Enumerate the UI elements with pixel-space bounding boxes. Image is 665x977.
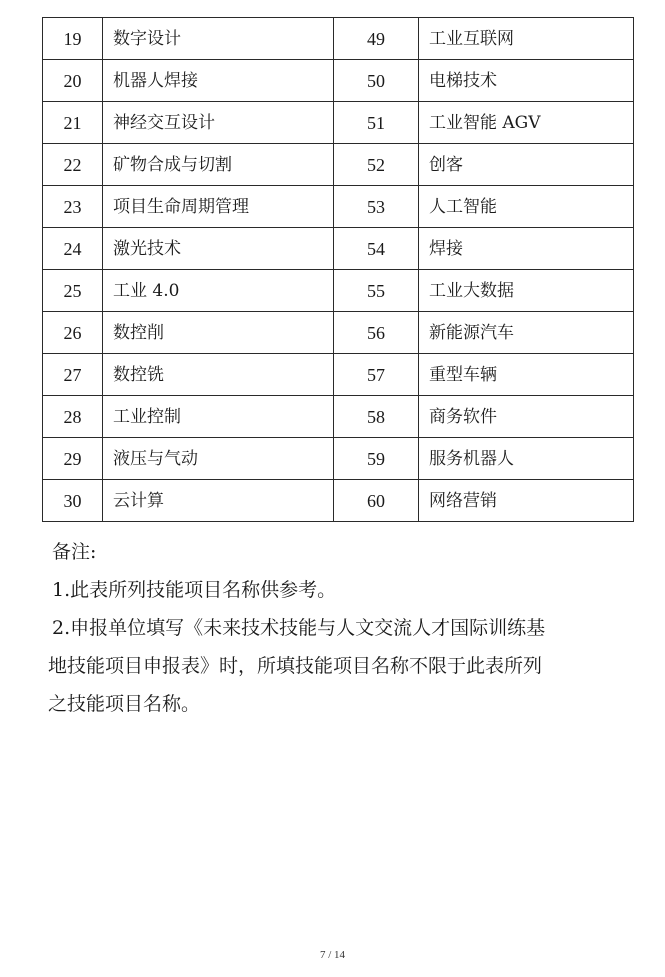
table-row [43,312,634,354]
table-row [43,18,634,60]
item-name: 创客 [419,144,634,186]
item-name: 电梯技术 [419,60,634,102]
table-row [43,186,634,228]
item-name: 服务机器人 [419,438,634,480]
item-number: 19 [43,18,103,60]
item-number: 55 [334,270,419,312]
item-name: 人工智能 [419,186,634,228]
item-name: 云计算 [103,480,334,522]
item-name: 工业互联网 [419,18,634,60]
table-row [43,354,634,396]
skill-items-table-body [43,18,634,522]
item-number: 54 [334,228,419,270]
note-2-line-1: 2.申报单位填写《未来技术技能与人文交流人才国际训练基 [52,617,546,639]
table-row [43,438,634,480]
item-number: 30 [43,480,103,522]
item-name: 数字设计 [103,18,334,60]
notes-heading: 备注: [52,541,97,563]
item-number: 26 [43,312,103,354]
item-name: 数控削 [103,312,334,354]
item-number: 53 [334,186,419,228]
item-name: 工业智能 AGV [419,102,634,144]
item-number: 24 [43,228,103,270]
item-number: 20 [43,60,103,102]
item-number: 21 [43,102,103,144]
table-row [43,102,634,144]
item-name: 液压与气动 [103,438,334,480]
item-number: 49 [334,18,419,60]
item-name: 机器人焊接 [103,60,334,102]
table-row [43,270,634,312]
item-name: 焊接 [419,228,634,270]
item-number: 59 [334,438,419,480]
item-name: 激光技术 [103,228,334,270]
note-2-line-3: 之技能项目名称。 [48,693,201,715]
table-row [43,144,634,186]
item-name: 工业大数据 [419,270,634,312]
page-number: 7 / 14 [319,949,346,961]
item-name: 矿物合成与切割 [103,144,334,186]
item-name: 神经交互设计 [103,102,334,144]
item-name: 工业控制 [103,396,334,438]
item-number: 50 [334,60,419,102]
item-name: 商务软件 [419,396,634,438]
item-number: 27 [43,354,103,396]
table-row [43,480,634,522]
item-name: 工业 4.0 [103,270,334,312]
item-number: 56 [334,312,419,354]
item-number: 60 [334,480,419,522]
table-row [43,396,634,438]
item-number: 29 [43,438,103,480]
item-number: 51 [334,102,419,144]
note-2-line-2: 地技能项目申报表》时，所填技能项目名称不限于此表所列 [48,655,543,677]
item-number: 57 [334,354,419,396]
item-number: 28 [43,396,103,438]
item-number: 22 [43,144,103,186]
item-name: 数控铣 [103,354,334,396]
item-name: 重型车辆 [419,354,634,396]
note-1: 1.此表所列技能项目名称供参考。 [52,579,337,601]
item-number: 25 [43,270,103,312]
item-name: 新能源汽车 [419,312,634,354]
table-row [43,228,634,270]
table-row [43,60,634,102]
notes-section [48,533,622,723]
skill-items-table [42,17,634,522]
item-number: 52 [334,144,419,186]
item-number: 58 [334,396,419,438]
item-name: 网络营销 [419,480,634,522]
item-name: 项目生命周期管理 [103,186,334,228]
item-number: 23 [43,186,103,228]
